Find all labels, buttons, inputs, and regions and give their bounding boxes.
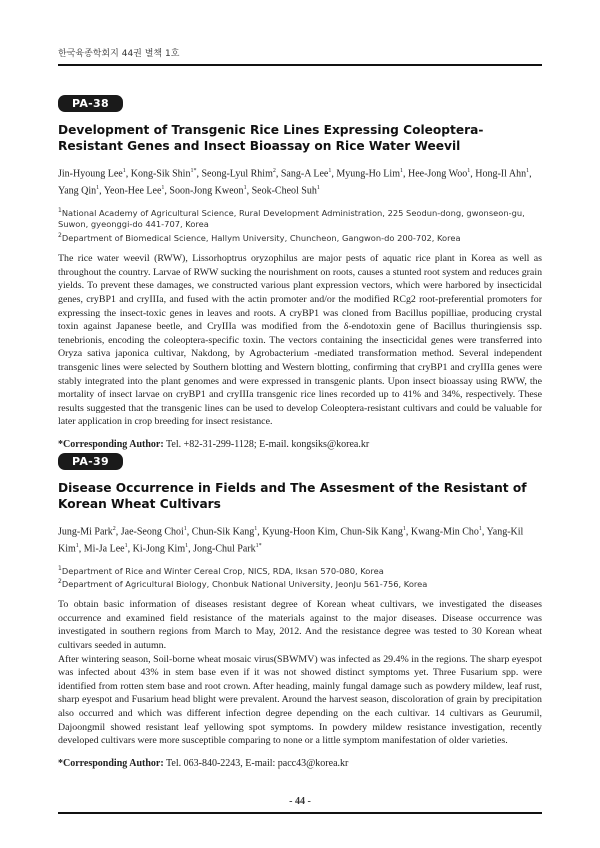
- author-affiliation-mark: 1: [161, 185, 165, 192]
- author-affiliation-mark: 1: [399, 168, 403, 174]
- affiliation-mark: 1: [58, 206, 62, 214]
- author-affiliation-mark: 1*: [255, 543, 262, 550]
- header-rule: [58, 64, 542, 66]
- author-name: Jin-Hyoung Lee: [58, 168, 123, 180]
- abstract-code-badge: PA-38: [58, 95, 123, 112]
- corresponding-contact: Tel. 063-840-2243, E-mail: pacc43@korea.kr: [166, 757, 349, 769]
- author-affiliation-mark: 1: [243, 185, 247, 192]
- abstract-body: [58, 252, 542, 429]
- author-affiliation-mark: 1: [526, 168, 530, 174]
- author-name: Jung-Mi Park: [58, 526, 113, 538]
- author-list: Jung-Mi Park$^2$, Jae-Seong Choi$^1$, Chun-Sik Kang$^1$, Kyung-Hoon Kim, Chun-Sik Kang$^1$, Kwang-Min Cho$^1$, Yang-Kil Kim$^1$, Mi-Ja Lee$^1$, Ki-Jong Kim$^1$, Jong-Chul Park$^{1*}$: [58, 526, 524, 555]
- author-name: Kyung-Hoon Kim: [262, 526, 336, 538]
- author-name: Chun-Sik Kang: [191, 526, 255, 538]
- abstract-pa-39: [58, 452, 542, 769]
- journal-header: 한국육종학회지 44권 별책 1호: [58, 49, 180, 59]
- footer-rule: [58, 812, 542, 814]
- author-affiliation-mark: 1: [254, 526, 258, 532]
- affiliation-text: National Academy of Agricultural Science, Rural Development Administration, 225 Seodun-dong, gwonseon-gu, Suwon, gyeonggi-do 441-707, Korea: [58, 207, 525, 230]
- author-name: Hong-Il Ahn: [475, 168, 527, 180]
- affiliation-mark: 1: [58, 564, 62, 572]
- author-affiliation-mark: 2: [272, 168, 276, 174]
- author-affiliation-mark: 2: [112, 526, 116, 532]
- affiliation-line: [58, 230, 542, 244]
- affiliation-list: [58, 205, 542, 245]
- author-affiliation-mark: 1: [75, 543, 79, 550]
- abstract-paragraph: After wintering season, Soil-borne wheat mosaic virus(SBWMV) was infected as 29.4% in the regions. The sharp eyespot was infected about 43% in stem base even if it was not showed distinct symptoms yet. Three Fusarium spp. were identified from rotten stem base and root crown. After heading, mainly fungal damage such as powdery mildew, leaf rust, sharp eyespot and Fusarium head blight were prevalent. Around the harvest season, discoloration of grain by precipitation also occurred and which was different infection degree depending on the each cultivar. 14 cultivars as Geurumil, Dajoongmil showed resistant leaf yellowing spot symptoms. In powdery mildew resistance investigation, recently developed cultivars were more susceptible comparing to none or a little symptom manifestation of older varieties.: [58, 653, 542, 747]
- author-name: Kong-Sik Shin: [130, 168, 191, 180]
- author-name: Chun-Sik Kang: [340, 526, 403, 538]
- author-name: Soon-Jong Kweon: [169, 185, 244, 197]
- author-name: Yeon-Hee Lee: [103, 185, 162, 197]
- affiliation-mark: 2: [58, 232, 62, 240]
- abstract-code-badge: PA-39: [58, 453, 123, 470]
- author-name: Mi-Ja Lee: [83, 543, 125, 555]
- author-affiliation-mark: 1*: [190, 168, 197, 174]
- author-name: Yang-Kil Kim: [58, 526, 524, 555]
- author-affiliation-mark: 1: [328, 168, 332, 174]
- author-name: Hee-Jong Woo: [407, 168, 468, 180]
- author-affiliation-mark: 1: [467, 168, 471, 174]
- affiliation-text: Department of Rice and Winter Cereal Crop, NICS, RDA, Iksan 570-080, Korea: [61, 565, 384, 576]
- author-affiliation-mark: 1: [185, 543, 189, 550]
- abstract-body: [58, 598, 542, 748]
- author-name: Jong-Chul Park: [193, 543, 256, 555]
- author-affiliation-mark: 1: [183, 526, 187, 532]
- author-name: Yang Qin: [58, 185, 97, 197]
- abstract-pa-38: [58, 94, 542, 450]
- corresponding-contact: Tel. +82-31-299-1128; E-mail. kongsiks@korea.kr: [166, 438, 370, 450]
- affiliation-text: Department of Agricultural Biology, Chonbuk National University, JeonJu 561-756, Korea: [61, 579, 428, 590]
- author-name: Seong-Lyul Rhim: [201, 168, 273, 180]
- author-name: Myung-Ho Lim: [336, 168, 400, 180]
- affiliation-line: [58, 205, 542, 231]
- abstract-paragraph: The rice water weevil (RWW), Lissorhoptrus oryzophilus are major pests of aquatic rice plant in Korea as well as throughout the country. Larvae of RWW sucking the nourishment on roots, causes a stunted root system and reduces grain yields. To prevent these damages, we constructed various plant expression vectors, which were harbored by insecticidal genes, cryBP1 and cryIIIa, and fused with the actin promoter and/or the modified RCg2 root-preferential promoters for expressing the insect-toxic genes in leaves and roots. A cryBP1 was cloned from Bacillus popilliae, producing crystal toxin against Japanese beetle, and CryIIIa was modified from the δ-endotoxin gene of Bacillus thuringiensis ssp. tenebrionis, encoding the coleoptera-specific toxin. The vectors containing the insecticidal genes were transferred into Oryza sativa japonica cultivar, Nakdong, by Agrobacterium -mediated transformation method. Several independent transgenic lines were selected by Southern blotting and Western blotting, confirming that cryBP1 and cryIIIa genes were stably integrated into the plant genomes and were expressed in transgenic plants. Upon insect bioassay using RWW, the mortality of insect larvae on cryBP1 and cryIIIa transgenic rice lines recorded up to 41% and 34%, respectively. These results suggested that the transgenic lines can be used to develop Coleoptera-resistant cultivars and could be valuable for later application in crop breeding for insect resistance.: [58, 253, 542, 428]
- author-name: Seok-Cheol Suh: [251, 185, 317, 197]
- affiliation-line: [58, 576, 542, 590]
- author-name: Kwang-Min Cho: [410, 526, 479, 538]
- page-number: - 44 -: [289, 796, 311, 807]
- corresponding-author: [58, 758, 542, 769]
- author-list: Jin-Hyoung Lee$^1$, Kong-Sik Shin$^{1*}$, Seong-Lyul Rhim$^2$, Sang-A Lee$^1$, Myung-Ho Lim$^1$, Hee-Jong Woo$^1$, Hong-Il Ahn$^1$, Yang Qin$^1$, Yeon-Hee Lee$^1$, Soon-Jong Kweon$^1$, Seok-Cheol Suh$^1$: [58, 168, 532, 197]
- corresponding-label: *Corresponding Author:: [58, 438, 164, 450]
- author-affiliation-mark: 1: [124, 543, 128, 550]
- author-affiliation-mark: 1: [96, 185, 100, 192]
- author-name: Ki-Jong Kim: [132, 543, 186, 555]
- affiliation-line: [58, 563, 542, 577]
- abstract-title: Disease Occurrence in Fields and The Assesment of the Resistant of Korean Wheat Cultivars: [58, 481, 527, 511]
- author-affiliation-mark: 1: [316, 185, 320, 192]
- corresponding-label: *Corresponding Author:: [58, 757, 164, 769]
- author-name: Sang-A Lee: [280, 168, 329, 180]
- author-affiliation-mark: 1: [122, 168, 126, 174]
- author-name: Jae-Seong Choi: [120, 526, 184, 538]
- abstract-title: Development of Transgenic Rice Lines Expressing Coleoptera- Resistant Genes and Insect Bioassay on Rice Water Weevil: [58, 123, 484, 153]
- corresponding-author: [58, 439, 542, 450]
- abstract-paragraph: To obtain basic information of diseases resistant degree of Korean wheat cultivars, we investigated the diseases occurrence and examined field resistance of the materials against to the major diseases. Disease occurrence was investigated in southern regions from March to May, 2012. And the resistance degree was tested to 30 Korean wheat cultivars seeded in autumn.: [58, 599, 542, 651]
- affiliation-mark: 2: [58, 578, 62, 586]
- affiliation-list: [58, 563, 542, 591]
- author-affiliation-mark: 1: [402, 526, 406, 532]
- affiliation-text: Department of Biomedical Science, Hallym University, Chuncheon, Gangwon-do 200-702, Korea: [61, 233, 461, 244]
- author-affiliation-mark: 1: [478, 526, 482, 532]
